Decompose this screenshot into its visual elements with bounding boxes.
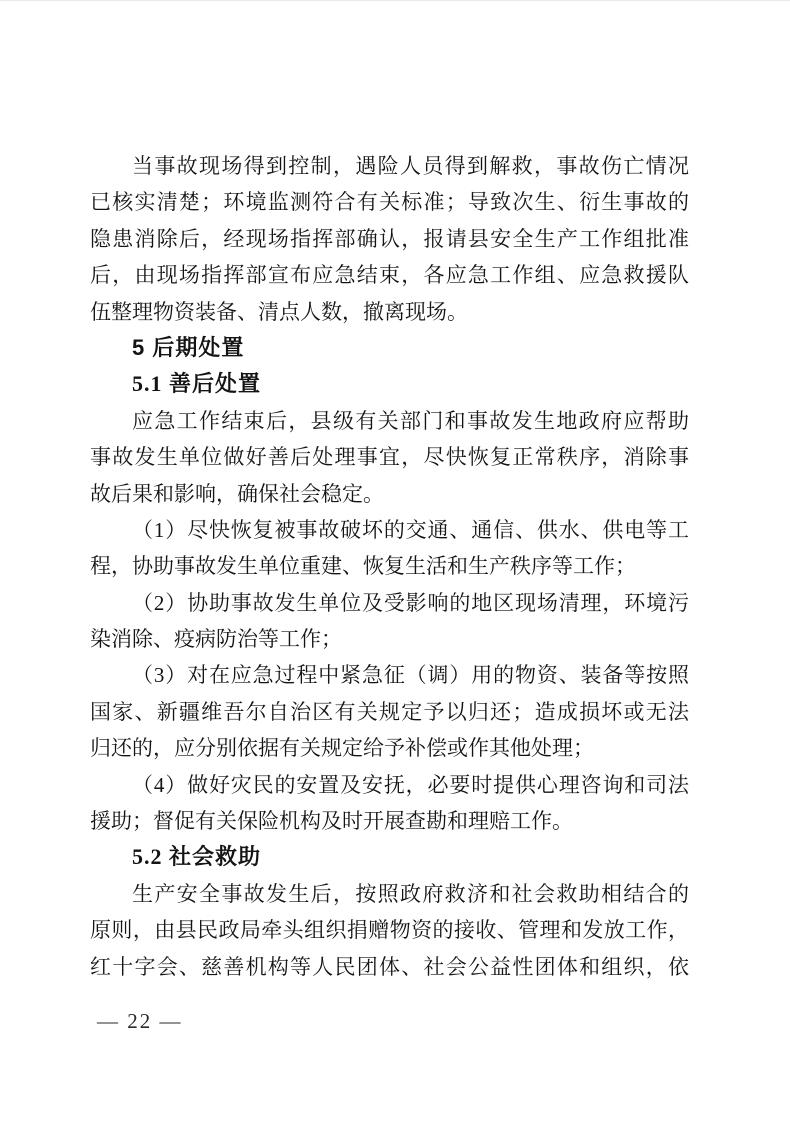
text-line: 隐患消除后，经现场指挥部确认，报请县安全生产工作组批准 [90, 226, 689, 251]
text-line: 生产安全事故发生后，按照政府救济和社会救助相结合的 [132, 881, 689, 906]
text-line: 程，协助事故发生单位重建、恢复生活和生产秩序等工作； [90, 554, 636, 579]
document-body [90, 148, 689, 985]
text-line: 故后果和影响，确保社会稳定。 [90, 481, 384, 506]
text-line: 后，由现场指挥部宣布应急结束，各应急工作组、应急救援队 [90, 263, 689, 288]
text-line: （3）对在应急过程中紧急征（调）用的物资、装备等按照 [132, 663, 689, 688]
text-line: 红十字会、慈善机构等人民团体、社会公益性团体和组织，依 [90, 954, 689, 979]
text-line: 原则，由县民政局牵头组织捐赠物资的接收、管理和发放工作， [90, 918, 689, 943]
subsection-heading: 5.2 社会救助 [132, 844, 262, 870]
text-line: （4）做好灾民的安置及安抚，必要时提供心理咨询和司法 [132, 772, 689, 797]
page-number: — 22 — [97, 1009, 183, 1033]
text-line: （2）协助事故发生单位及受影响的地区现场清理，环境污 [132, 590, 689, 615]
text-line: 归还的，应分别依据有关规定给予补偿或作其他处理； [90, 736, 594, 761]
text-line: 当事故现场得到控制，遇险人员得到解救，事故伤亡情况 [132, 154, 689, 178]
text-line: 援助；督促有关保险机构及时开展查勘和理赔工作。 [90, 809, 573, 834]
subsection-heading: 5.1 善后处置 [132, 371, 262, 397]
text-line: （1）尽快恢复被事故破坏的交通、通信、供水、供电等工 [132, 517, 689, 542]
text-line: 事故发生单位做好善后处理事宜，尽快恢复正常秩序，消除事 [90, 445, 689, 470]
text-line: 国家、新疆维吾尔自治区有关规定予以归还；造成损坏或无法 [90, 699, 689, 724]
text-line: 伍整理物资装备、清点人数，撤离现场。 [90, 299, 468, 324]
text-line: 染消除、疫病防治等工作； [90, 627, 342, 652]
section-heading: 5 后期处置 [132, 334, 245, 360]
text-line: 应急工作结束后，县级有关部门和事故发生地政府应帮助 [132, 408, 689, 433]
text-line: 已核实清楚；环境监测符合有关标准；导致次生、衍生事故的 [90, 190, 689, 215]
